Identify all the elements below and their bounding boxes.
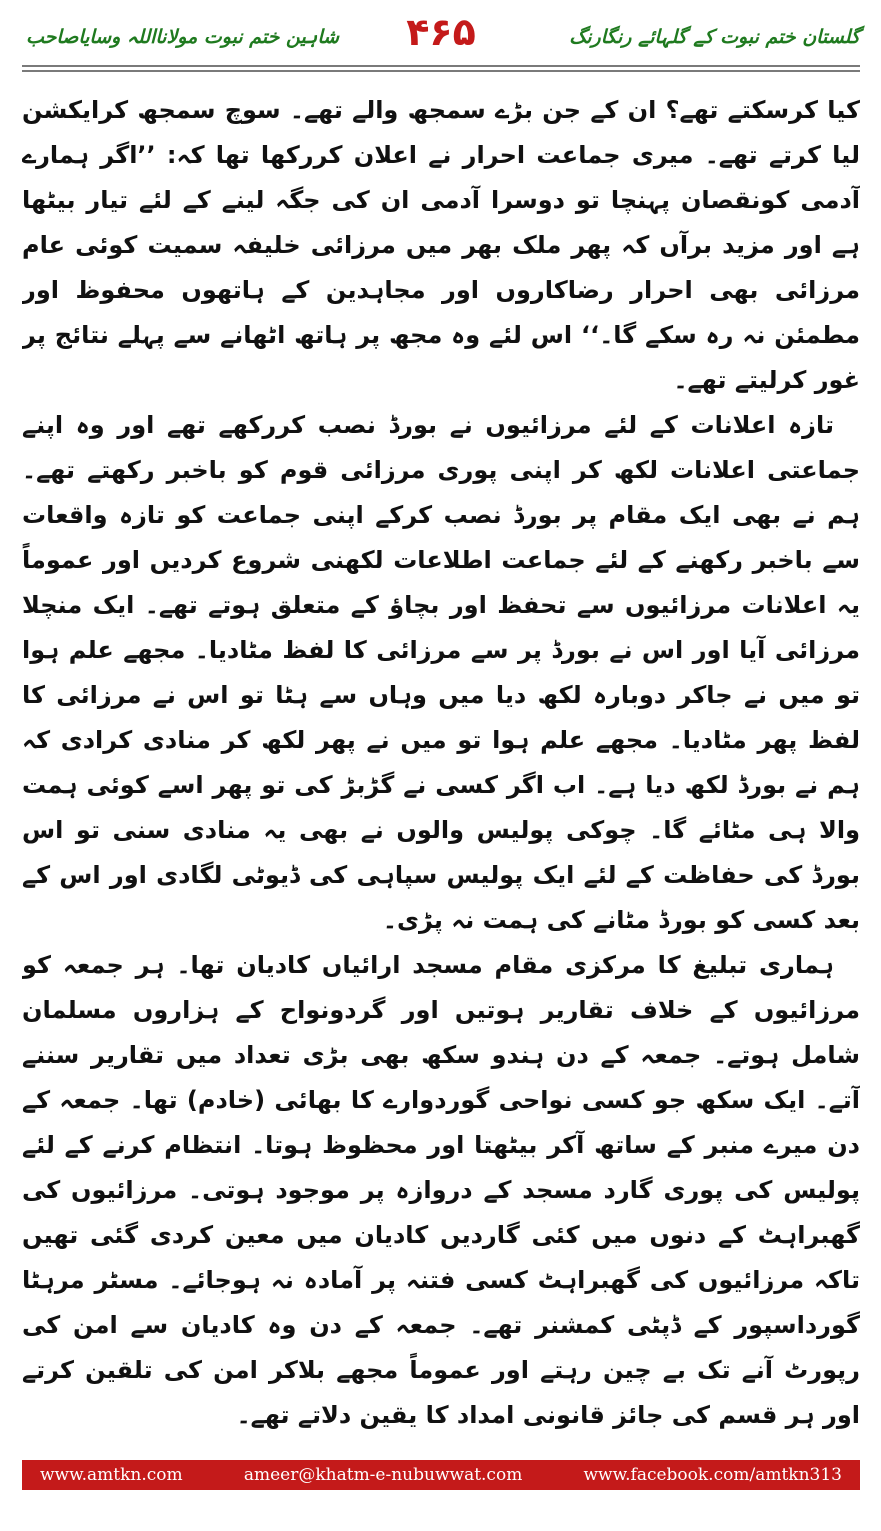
author-name: شاہین ختم نبوت مولانااللہ وسایاصاحب	[26, 26, 340, 48]
book-title: گلستان ختم نبوت کے گلہائے رنگارنگ	[569, 26, 860, 48]
header-divider	[22, 65, 860, 67]
paragraph	[22, 1438, 860, 1440]
header-divider-secondary	[22, 70, 860, 72]
website-link[interactable]: www.amtkn.com	[40, 1465, 183, 1485]
page-header	[22, 10, 860, 72]
paragraph: تازہ اعلانات کے لئے مرزائیوں نے بورڈ نصب کررکھے تھے اور وہ اپنے جماعتی اعلانات لکھ کر اپنی پوری مرزائی قوم کو باخبر رکھتے تھے۔ ہم نے بھی ایک مقام پر بورڈ نصب کرکے اپنی جماعت کو تازہ واقعات سے باخبر رکھنے کے لئے جماعت اطلاعات لکھنی شروع کردیں اور عموماً یہ اعلانات مرزائیوں سے تحفظ اور بچاؤ کے متعلق ہوتے تھے۔ ایک منچلا مرزائی آیا اور اس نے بورڈ پر سے مرزائی کا لفظ مٹادیا۔ مجھے علم ہوا تو میں نے جاکر دوبارہ لکھ دیا میں وہاں سے ہٹا تو اس نے مرزائی کا لفظ پھر مٹادیا۔ مجھے علم ہوا تو میں نے پھر لکھ کر منادی کرادی کہ ہم نے بورڈ لکھ دیا ہے۔ اب اگر کسی نے گڑبڑ کی تو پھر اسے کوئی ہمت والا ہی مٹائے گا۔ چوکی پولیس والوں نے بھی یہ منادی سنی تو اس بورڈ کی حفاظت کے لئے ایک پولیس سپاہی کی ڈیوٹی لگادی اور اس کے بعد کسی کو بورڈ مٹانے کی ہمت نہ پڑی۔	[22, 411, 860, 934]
email-link[interactable]: ameer@khatm-e-nubuwwat.com	[243, 1465, 523, 1485]
page-body	[22, 88, 860, 1440]
page-footer	[22, 1460, 860, 1490]
page-number: ۴۶۵	[406, 10, 476, 54]
facebook-link[interactable]: www.facebook.com/amtkn313	[583, 1465, 842, 1485]
paragraph: ہماری تبلیغ کا مرکزی مقام مسجد ارائیاں کادیان تھا۔ ہر جمعہ کو مرزائیوں کے خلاف تقاریر ہوتیں اور گردونواح کے ہزاروں مسلمان شامل ہوتے۔ جمعہ کے دن ہندو سکھ بھی بڑی تعداد میں تقاریر سننے آتے۔ ایک سکھ جو کسی نواحی گوردوارے کا بھائی (خادم) تھا۔ جمعہ کے دن میرے منبر کے ساتھ آکر بیٹھتا اور محظوظ ہوتا۔ انتظام کرنے کے لئے پولیس کی پوری گارد مسجد کے دروازہ پر موجود ہوتی۔ مرزائیوں کی گھبراہٹ کے دنوں میں کئی گاردیں کادیان میں معین کردی گئی تھیں تاکہ مرزائیوں کی گھبراہٹ کسی فتنہ پر آمادہ نہ ہوجائے۔ مسٹر مرہٹا گورداسپور کے ڈپٹی کمشنر تھے۔ جمعہ کے دن وہ کادیان سے امن کی رپورٹ آنے تک بے چین رہتے اور عموماً مجھے بلاکر امن کی تلقین کرتے اور ہر قسم کی جائز قانونی امداد کا یقین دلاتے تھے۔	[22, 951, 860, 1429]
paragraph: کیا کرسکتے تھے؟ ان کے جن بڑے سمجھ والے تھے۔ سوچ سمجھ کرایکشن لیا کرتے تھے۔ میری جماعت احرار نے اعلان کررکھا تھا کہ: ’’اگر ہمارے آدمی کونقصان پہنچا تو دوسرا آدمی ان کی جگہ لینے کے لئے تیار بیٹھا ہے اور مزید برآں کہ پھر ملک بھر میں مرزائی خلیفہ سمیت کوئی عام مرزائی بھی احرار رضاکاروں اور مجاہدین کے ہاتھوں محفوظ اور مطمئن نہ رہ سکے گا۔‘‘ اس لئے وہ مجھ پر ہاتھ اٹھانے سے پہلے نتائج پر غور کرلیتے تھے۔	[22, 96, 860, 394]
